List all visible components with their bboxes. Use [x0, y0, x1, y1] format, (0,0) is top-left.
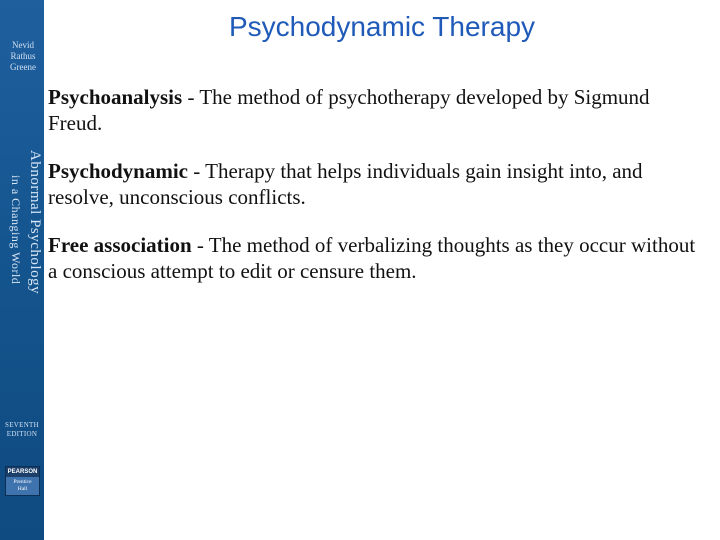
- definition-term: Psychoanalysis: [48, 85, 183, 109]
- edition-label: [2, 421, 42, 439]
- book-title-line1: Abnormal Psychology: [27, 150, 43, 295]
- definition-item: [48, 232, 708, 284]
- book-cover-sidebar: [0, 0, 44, 540]
- publisher-imprint: [6, 477, 39, 495]
- author-name: Nevid: [12, 40, 34, 50]
- author-name: Greene: [10, 62, 36, 72]
- edition-line: EDITION: [6, 430, 38, 438]
- author-names: [4, 40, 42, 73]
- imprint-line: Prentice: [13, 479, 32, 485]
- definition-item: [48, 158, 708, 210]
- definition-term: Psychodynamic: [48, 159, 189, 183]
- slide-title: Psychodynamic Therapy: [228, 11, 536, 42]
- definition-text: - The method of psychotherapy developed by Sigmund Freud.: [48, 85, 650, 135]
- definition-item: [48, 84, 708, 136]
- publisher-name: PEARSON: [7, 469, 38, 475]
- definition-text: - Therapy that helps individuals gain insight into, and resolve, unconscious conflicts.: [48, 159, 643, 209]
- slide-content: [48, 84, 708, 306]
- publisher-logo: [5, 466, 40, 496]
- definition-text: - The method of verbalizing thoughts as they occur without a conscious attempt to edit or censure them.: [48, 233, 696, 283]
- definition-term: Free association: [48, 233, 192, 257]
- edition-line: SEVENTH: [5, 421, 39, 429]
- imprint-line: Hall: [17, 486, 28, 492]
- author-name: Rathus: [10, 51, 36, 61]
- book-title-line2: in a Changing World: [9, 175, 23, 285]
